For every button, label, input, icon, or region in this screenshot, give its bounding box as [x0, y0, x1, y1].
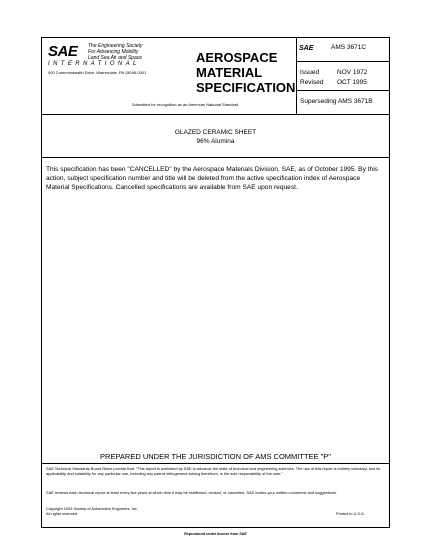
disclaimer-review: SAE reviews each technical report at least every five years at which time it may be reaffirmed, revised, or cancelled. SAE invites your written comments and suggestions.	[46, 490, 337, 495]
title-line-2: MATERIAL	[196, 65, 263, 80]
header-divider-vertical	[296, 37, 297, 114]
international-wordmark: INTERNATIONAL	[48, 61, 140, 67]
issued-divider	[296, 90, 390, 91]
revised-value: OCT 1995	[337, 79, 367, 86]
sae-logo: SAE	[48, 43, 78, 60]
sae-address: 400 Commonwealth Drive, Warrendale, PA 15096-0001	[48, 70, 147, 75]
committee-jurisdiction: PREPARED UNDER THE JURISDICTION OF AMS COMMITTEE "P"	[100, 452, 331, 461]
cancellation-notice: This specification has been "CANCELLED" by the Aerospace Materials Division, SAE, as of October 1995. By this action, subject specification number and title will be deleted from the active specification index of Aerospace Material Specifications. Cancelled specifications are available from SAE upon request.	[46, 166, 378, 191]
subject-bottom-rule	[41, 157, 390, 158]
subject-line-2: 96% Alumina	[196, 138, 235, 145]
revised-label: Revised	[300, 79, 324, 86]
submitted-note: Submitted for recognition as an American National Standard	[132, 102, 239, 107]
tagline-line-2: For Advancing Mobility	[88, 49, 139, 55]
tagline-line-1: The Engineering Society	[88, 43, 143, 49]
spec-number: AMS 3671C	[331, 44, 367, 51]
title-line-1: AEROSPACE	[196, 50, 278, 65]
title-line-3: SPECIFICATION	[196, 80, 296, 95]
printed-notice: Printed in U.S.A.	[336, 511, 365, 516]
copyright-notice: Copyright 1995 Society of Automotive Engineers, Inc.	[46, 506, 138, 511]
issued-value: NOV 1972	[337, 69, 368, 76]
disclaimer-rules: SAE Technical Standards Board Rules provide that: "This report is published by SAE to advance the state of technical and engineering sciences. The use of this report is entirely voluntary, and its applicability and suitability for any particular use, including any patent infringement arising therefrom, is the sole responsibility of the user."	[46, 466, 381, 476]
superseding-note: Superseding AMS 3671B	[300, 98, 373, 105]
rights-notice: All rights reserved.	[46, 511, 79, 516]
header-bottom-rule	[41, 114, 390, 115]
issued-label: Issued	[300, 69, 320, 76]
footer-top-rule	[41, 463, 390, 464]
tagline-line-3: Land Sea Air and Space	[88, 55, 143, 61]
sae-mark: SAE	[299, 45, 314, 52]
spec-number-divider	[296, 61, 390, 62]
subject-line-1: GLAZED CERAMIC SHEET	[174, 129, 257, 136]
license-note: Reproduced under license from SAE	[184, 532, 247, 536]
